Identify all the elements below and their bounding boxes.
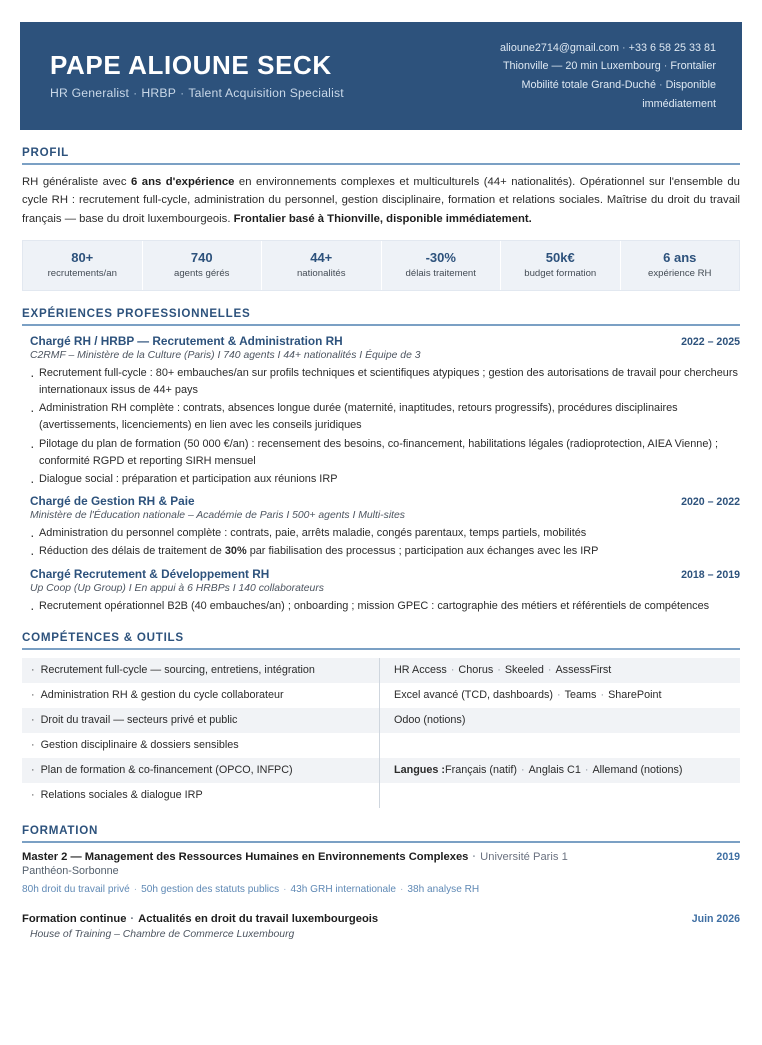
bullet-item: · Pilotage du plan de formation (50 000 €/an) : recensement des besoins, co-financement, habilitations légales (radioprotection, AIEA Vienne) ; conformité RGPD et reporting SIRH mensuel (22, 436, 740, 470)
separator-dot-icon: · (180, 86, 185, 101)
stat-value: 80+ (71, 249, 94, 265)
skill-row (22, 758, 379, 783)
separator-dot-icon: · (130, 912, 135, 925)
section-heading-competences: COMPÉTENCES & OUTILS (22, 630, 184, 644)
experience-item (22, 567, 740, 615)
skill-label: Relations sociales & dialogue IRP (40, 789, 203, 802)
header-contact (500, 39, 716, 113)
tools-row: Excel avancé (TCD, dashboards) · Teams · SharePoint (394, 689, 662, 702)
section-heading-experiences: EXPÉRIENCES PROFESSIONNELLES (22, 306, 251, 320)
experience-bullets (22, 525, 740, 560)
education-header (22, 913, 740, 925)
skill-label: Recrutement full-cycle — sourcing, entretiens, intégration (40, 664, 315, 677)
experience-title: Chargé Recrutement & Développement RH (30, 566, 270, 581)
education-details: 80h droit du travail privé · 50h gestion des statuts publics · 43h GRH internationale · 38h analyse RH (22, 883, 480, 895)
languages-row: Langues : Français (natif) · Anglais C1 · Allemand (notions) (380, 758, 740, 783)
education-header (22, 851, 740, 863)
skill-label: Gestion disciplinaire & dossiers sensibles (40, 739, 239, 752)
profil-text-1: RH généraliste avec (22, 176, 131, 188)
section-divider (22, 324, 740, 326)
experience-meta: Ministère de l'Éducation nationale – Académie de Paris І 500+ agents І Multi-sites (30, 510, 406, 522)
skill-label: Droit du travail — secteurs privé et public (40, 714, 238, 727)
bullet-dot-icon: · (31, 714, 35, 727)
page-title: PAPE ALIOUNE SECK (50, 49, 332, 80)
experience-header (22, 567, 740, 581)
email-value[interactable]: alioune2714@gmail.com (500, 41, 620, 54)
tools-row: Odoo (notions) (380, 708, 740, 733)
bullet-item: · Recrutement full-cycle : 80+ embauches/an sur profils techniques et scientifiques atypiques ; gestion des autorisations de travail pour chercheurs internationaux issus de 44+ pays (22, 365, 740, 399)
separator-dot-icon: · (472, 850, 477, 863)
separator-dot-icon: · (133, 86, 138, 101)
skill-row (22, 683, 379, 708)
tools-row-empty (380, 733, 740, 758)
profil-bold-2: Frontalier basé à Thionville, disponible immédiatement. (233, 212, 532, 225)
experience-title: Chargé RH / HRBP — Recrutement & Administration RH (30, 333, 343, 348)
experience-title: Chargé de Gestion RH & Paie (30, 494, 195, 509)
phone-value[interactable]: +33 6 58 25 33 81 (628, 41, 716, 54)
separator-dot-icon: · (663, 60, 668, 73)
education-date: Juin 2026 (691, 912, 740, 925)
tools-row: HR Access · Chorus · Skeeled · AssessFirst (380, 658, 740, 683)
stat-label: nationalités (296, 268, 346, 280)
bullet-item: · Administration du personnel complète : contrats, paie, arrêts maladie, congés parentaux, temps partiels, mobilités (22, 525, 740, 542)
section-divider (22, 163, 740, 165)
stat-value: 740 (190, 249, 213, 265)
section-profil (22, 146, 740, 228)
experience-meta: Up Coop (Up Group) І En appui à 6 HRBPs І 140 collaborateurs (30, 582, 324, 594)
education-degree-line (22, 913, 378, 925)
stats-row (22, 240, 740, 291)
separator-dot-icon: · (658, 79, 663, 91)
header-identity (50, 51, 344, 101)
education-degree: Master 2 — Management des Ressources Humaines en Environnements Complexes (22, 850, 469, 863)
stat-card (23, 241, 143, 290)
stat-label: délais traitement (405, 268, 476, 280)
bullet-dot-icon: · (31, 689, 35, 702)
separator-dot-icon: · (622, 41, 626, 54)
education-subline: Panthéon-Sorbonne (22, 864, 119, 877)
status-frontalier: Frontalier (670, 60, 716, 73)
stat-card (621, 241, 740, 290)
header-tagline (50, 86, 344, 101)
contact-line-location (500, 57, 716, 76)
profil-text-2: en environnements complexes et multiculturels (44+ nationalités). Opérationnel sur l'ensemble du cycle RH : recrutement full-cycle, administration du personnel, gestion disciplinaire, formation et relations sociales. Maîtrise du droit du travail français — base du droit luxembourgeois. (22, 176, 740, 225)
skills-column-left (22, 658, 379, 808)
experience-meta: C2RMF – Ministère de la Culture (Paris) І 740 agents І 44+ nationalités І Équipe de 3 (30, 349, 421, 361)
education-item (22, 851, 740, 895)
section-heading-formation: FORMATION (22, 823, 99, 837)
bullet-item: · Administration RH complète : contrats, absences longue durée (maternité, inaptitudes, retours progressifs), procédures disciplinaires (avertissements, licenciements) en lien avec les conseils juridiques (22, 400, 740, 434)
skill-label: Plan de formation & co-financement (OPCO, INFPC) (40, 764, 293, 777)
profil-paragraph (22, 173, 740, 228)
experience-dates: 2022 – 2025 (681, 335, 740, 348)
stat-card (382, 241, 502, 290)
stat-value: 44+ (310, 249, 333, 265)
contact-line-availability: immédiatement (642, 97, 716, 110)
stat-value: 6 ans (663, 249, 697, 265)
education-item (22, 913, 740, 940)
education-degree: Formation continue (22, 912, 127, 925)
tagline-item-1: HRBP (141, 86, 177, 101)
contact-line-mobility (500, 76, 716, 95)
cv-header (20, 22, 742, 130)
skills-column-right (379, 658, 740, 808)
skill-row (22, 708, 379, 733)
bullet-dot-icon: · (31, 664, 35, 677)
experience-bullets (22, 365, 740, 489)
experience-header (22, 494, 740, 508)
education-degree-line (22, 851, 568, 863)
availability-value: Disponible (665, 79, 716, 91)
bullet-item: · Recrutement opérationnel B2B (40 embauches/an) ; onboarding ; mission GPEC : cartographie des métiers et référentiels de compétences (22, 598, 740, 615)
tagline-item-2: Talent Acquisition Specialist (188, 86, 344, 101)
education-subline: House of Training – Chambre de Commerce Luxembourg (30, 928, 295, 940)
section-divider (22, 648, 740, 650)
bullet-dot-icon: · (31, 739, 35, 752)
mobility-value: Mobilité totale Grand-Duché (521, 79, 656, 91)
cv-page (0, 22, 762, 1045)
experience-item (22, 494, 740, 560)
experience-header (22, 334, 740, 348)
skill-row (22, 733, 379, 758)
profil-bold-1: 6 ans d'expérience (131, 176, 235, 188)
skill-row (22, 658, 379, 683)
bullet-dot-icon: · (31, 764, 35, 777)
education-institution: Université Paris 1 (480, 850, 568, 863)
stat-label: expérience RH (648, 268, 712, 280)
stat-card (501, 241, 621, 290)
contact-line-email (500, 39, 716, 58)
stat-label: agents gérés (174, 268, 230, 280)
skill-label: Administration RH & gestion du cycle collaborateur (40, 689, 284, 702)
skills-table (22, 658, 740, 808)
stat-value: -30% (425, 249, 456, 265)
bullet-dot-icon: · (31, 789, 35, 802)
experience-bullets (22, 598, 740, 615)
tagline-item-0: HR Generalist (50, 86, 130, 101)
experience-dates: 2020 – 2022 (681, 496, 740, 509)
bullet-item: · Réduction des délais de traitement de 30% par fiabilisation des processus ; participation aux échanges avec les IRP (22, 543, 740, 560)
stat-card (143, 241, 263, 290)
education-date: 2019 (716, 850, 740, 863)
experience-dates: 2018 – 2019 (681, 568, 740, 581)
stat-card (262, 241, 382, 290)
education-degree-detail: Actualités en droit du travail luxembourgeois (138, 912, 379, 925)
section-formation (22, 824, 740, 940)
section-experiences (22, 307, 740, 615)
section-heading-profil: PROFIL (22, 146, 70, 159)
experience-item (22, 334, 740, 489)
section-competences (22, 631, 740, 808)
section-divider (22, 841, 740, 843)
skill-row (22, 783, 379, 808)
stat-label: budget formation (524, 268, 597, 280)
tools-row-empty (380, 783, 740, 808)
stat-value: 50k€ (545, 249, 575, 265)
bullet-item: · Dialogue social : préparation et participation aux réunions IRP (22, 471, 740, 488)
location-value: Thionville — 20 min Luxembourg (502, 60, 661, 73)
stat-label: recrutements/an (47, 268, 117, 280)
